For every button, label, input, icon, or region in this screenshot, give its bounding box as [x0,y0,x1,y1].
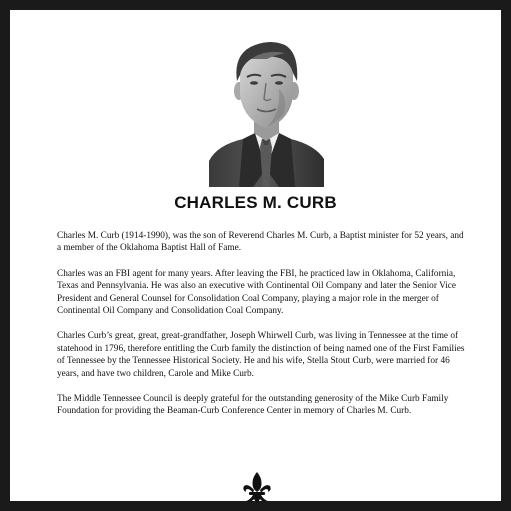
plaque-title: CHARLES M. CURB [174,193,337,212]
portrait-photo [209,29,324,187]
paragraph-career: Charles was an FBI agent for many years. After leaving the FBI, he practiced law in Oklahoma, California, Texas and Pennsylvania. He was also an executive with Continental Oil Company and later the Senior Vice President and General Counsel for Consolidation Coal Company, playing a major role in the merger of Continental Oil Company and Consolidation Coal Company. [57,268,457,317]
paragraph-family-history: Charles Curb’s great, great, great-grandfather, Joseph Whirwell Curb, was living in Tennessee at the time of statehood in 1796, therefore entitling the Curb family the distinction of being named one of the First Families of Tennessee by the Tennessee Historical Society. He and his wife, Stella Stout Curb, were married for 46 years, and have two children, Carole and Mike Curb. [57,331,465,379]
memorial-plaque [10,10,501,501]
paragraph-dedication: The Middle Tennessee Council is deeply grateful for the outstanding generosity of the Mike Curb Family Foundation for providing the Beaman-Curb Conference Center in memory of Charles M. Curb. [57,394,449,417]
paragraph-parentage: Charles M. Curb (1914-1990), was the son of Reverend Charles M. Curb, a Baptist minister for 52 years, and a member of the Oklahoma Baptist Hall of Fame. [57,231,464,254]
plaque-body [57,230,469,431]
fleur-de-lis-icon [242,471,272,505]
